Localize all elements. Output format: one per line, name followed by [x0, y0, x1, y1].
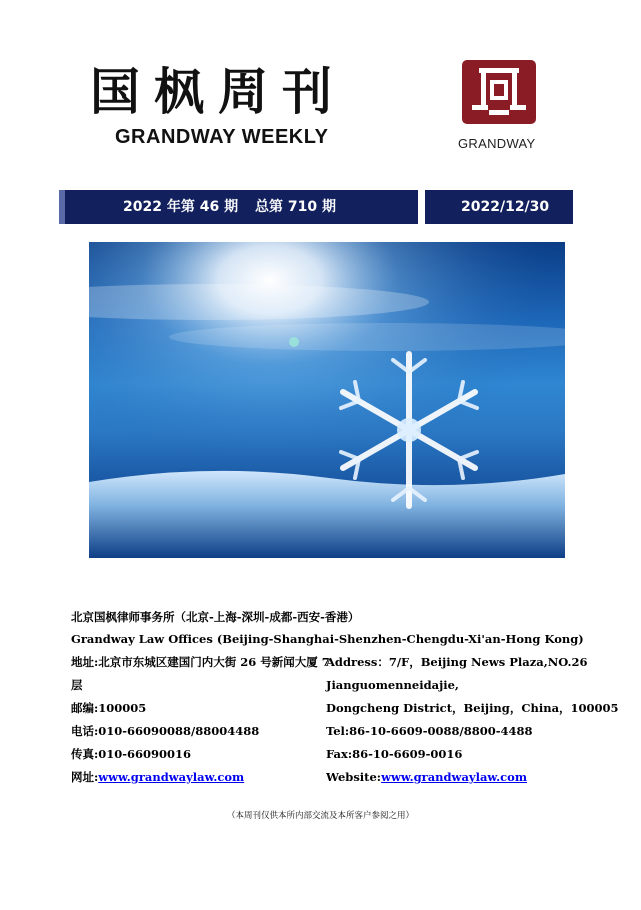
total-issue-number: 总第 710 期 — [255, 199, 336, 215]
publication-title-cn: 国枫周刊 — [90, 63, 346, 121]
address-cn-line2: 层 — [71, 678, 83, 692]
issue-banner — [59, 190, 418, 224]
tel-en: Tel:86-10-6609-0088/8800-4488 — [326, 724, 533, 738]
snowflake-photo-icon — [89, 242, 565, 558]
postcode-cn: 邮编:100005 — [71, 701, 147, 715]
firm-name-en: Grandway Law Offices (Beijing-Shanghai-Shenzhen-Chengdu-Xi'an-Hong Kong) — [71, 632, 584, 646]
fax-en: Fax:86-10-6609-0016 — [326, 747, 463, 761]
tel-cn: 电话:010-66090088/88004488 — [71, 724, 260, 738]
date-banner — [425, 190, 573, 224]
website-en — [326, 770, 527, 784]
website-cn — [71, 770, 244, 784]
address-en-line2: Jianguomenneidajie, — [326, 678, 459, 692]
issue-date: 2022/12/30 — [461, 199, 550, 215]
cover-photo — [89, 242, 565, 558]
firm-name-cn: 北京国枫律师事务所（北京-上海-深圳-成都-西安-香港） — [71, 610, 360, 624]
website-cn-label: 网址: — [71, 770, 99, 784]
address-cn-line1: 地址:北京市东城区建国门内大街 26 号新闻大厦 7 — [71, 655, 330, 669]
distribution-note: （本周刊仅供本所内部交流及本所客户参阅之用） — [226, 811, 414, 821]
website-en-label: Website: — [326, 770, 382, 784]
website-cn-link[interactable]: www.grandwaylaw.com — [98, 770, 245, 784]
address-en-line1: Address：7/F，Beijing News Plaza,NO.26 — [326, 655, 588, 669]
publication-title-en: GRANDWAY WEEKLY — [115, 126, 329, 148]
issue-number: 2022 年第 46 期 — [123, 199, 239, 215]
grandway-logo-icon — [462, 60, 536, 124]
address-en-line3: Dongcheng District，Beijing，China，100005 — [326, 701, 619, 715]
website-en-link[interactable]: www.grandwaylaw.com — [381, 770, 528, 784]
logo-caption: GRANDWAY — [458, 136, 536, 151]
fax-cn: 传真:010-66090016 — [71, 747, 192, 761]
